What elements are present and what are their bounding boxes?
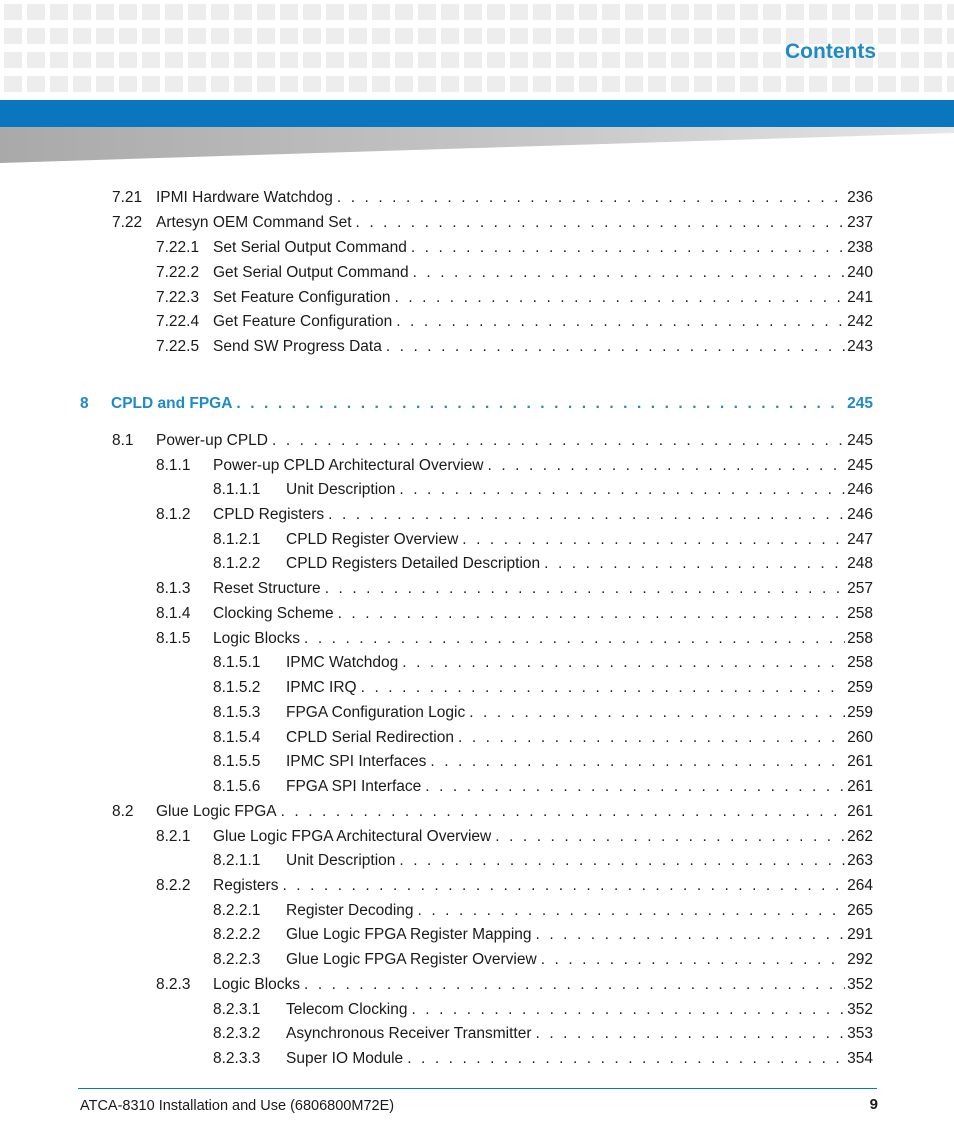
- toc-entry-page[interactable]: 352: [847, 976, 873, 993]
- toc-entry-title[interactable]: FPGA Configuration Logic: [286, 704, 466, 721]
- toc-entry-page[interactable]: 257: [847, 580, 873, 597]
- toc-dot-leader: [411, 1000, 845, 1020]
- toc-dot-leader: [458, 728, 845, 748]
- toc-entry[interactable]: [0, 950, 954, 970]
- toc-entry-page[interactable]: 237: [847, 214, 873, 231]
- toc-entry-page[interactable]: 263: [847, 852, 873, 869]
- toc-entry-title[interactable]: Glue Logic FPGA Architectural Overview: [213, 828, 492, 845]
- toc-entry-number: 7.22.3: [156, 289, 200, 306]
- toc-entry-title[interactable]: CPLD Register Overview: [286, 531, 459, 548]
- toc-entry[interactable]: [0, 1049, 954, 1069]
- toc-dot-leader: [411, 238, 845, 258]
- toc-entry-page[interactable]: 354: [847, 1050, 873, 1067]
- toc-dot-leader: [281, 802, 846, 822]
- toc-dot-leader: [413, 263, 846, 283]
- toc-entry-page[interactable]: 291: [847, 926, 873, 943]
- footer-page-number: 9: [869, 1096, 878, 1113]
- toc-entry-title[interactable]: Reset Structure: [213, 580, 321, 597]
- toc-entry-page[interactable]: 265: [847, 902, 873, 919]
- toc-entry[interactable]: [0, 263, 954, 283]
- toc-entry-title[interactable]: Clocking Scheme: [213, 605, 334, 622]
- toc-entry[interactable]: [0, 925, 954, 945]
- toc-dot-leader: [544, 554, 845, 574]
- toc-entry-page[interactable]: 352: [847, 1001, 873, 1018]
- toc-entry-title[interactable]: Get Feature Configuration: [213, 313, 393, 330]
- toc-entry[interactable]: [0, 728, 954, 748]
- toc-entry-number: 8.1.5.5: [213, 753, 261, 770]
- toc-entry-title[interactable]: Glue Logic FPGA Register Mapping: [286, 926, 532, 943]
- toc-entry-number: 8.2.3.1: [213, 1001, 261, 1018]
- toc-entry[interactable]: [0, 238, 954, 258]
- toc-dot-leader: [304, 975, 845, 995]
- toc-entry-title[interactable]: CPLD Registers: [213, 506, 325, 523]
- toc-entry-title[interactable]: Super IO Module: [286, 1050, 404, 1067]
- toc-entry-number: 8.2.1: [156, 828, 191, 845]
- toc-chapter-entry[interactable]: [0, 394, 954, 414]
- toc-dot-leader: [536, 1024, 846, 1044]
- toc-entry-number: 8.2.3.3: [213, 1050, 261, 1067]
- toc-entry-page[interactable]: 261: [847, 778, 873, 795]
- toc-entry[interactable]: [0, 337, 954, 357]
- toc-entry-title[interactable]: IPMC IRQ: [286, 679, 357, 696]
- toc-dot-leader: [386, 337, 845, 357]
- toc-entry-number: 7.22.5: [156, 338, 200, 355]
- toc-entry-title[interactable]: Set Serial Output Command: [213, 239, 407, 256]
- toc-entry[interactable]: [0, 431, 954, 451]
- toc-dot-leader: [402, 653, 845, 673]
- toc-entry[interactable]: [0, 703, 954, 723]
- toc-entry-title[interactable]: CPLD Serial Redirection: [286, 729, 454, 746]
- toc-entry-number: 8.2.2: [156, 877, 191, 894]
- toc-entry-title[interactable]: Glue Logic FPGA: [156, 803, 277, 820]
- toc-dot-leader: [541, 950, 845, 970]
- toc-dot-leader: [396, 312, 845, 332]
- toc-entry-title[interactable]: IPMC Watchdog: [286, 654, 399, 671]
- toc-entry-number: 8.1.5.4: [213, 729, 261, 746]
- toc-entry-page[interactable]: 292: [847, 951, 873, 968]
- toc-entry-number: 7.22.4: [156, 313, 200, 330]
- toc-entry-number: 8.1.5.2: [213, 679, 261, 696]
- toc-dot-leader: [272, 431, 845, 451]
- toc-entry-page[interactable]: 248: [847, 555, 873, 572]
- toc-dot-leader: [488, 456, 846, 476]
- toc-entry-title[interactable]: CPLD Registers Detailed Description: [286, 555, 541, 572]
- toc-entry-page[interactable]: 247: [847, 531, 873, 548]
- toc-entry-number: 8.1.2: [156, 506, 191, 523]
- toc-dot-leader: [462, 530, 845, 550]
- toc-entry-title[interactable]: Send SW Progress Data: [213, 338, 382, 355]
- toc-dot-leader: [338, 604, 846, 624]
- toc-entry-title[interactable]: Telecom Clocking: [286, 1001, 408, 1018]
- toc-entry[interactable]: [0, 213, 954, 233]
- toc-entry-page[interactable]: 259: [847, 704, 873, 721]
- toc-entry-page[interactable]: 246: [847, 506, 873, 523]
- toc-entry-number: 8.2: [112, 803, 134, 820]
- toc-entry-number: 8.1.2.1: [213, 531, 261, 548]
- toc-entry-number: 8.2.2.3: [213, 951, 261, 968]
- toc-dot-leader: [304, 629, 845, 649]
- toc-entry-page[interactable]: 241: [847, 289, 873, 306]
- toc-entry[interactable]: [0, 480, 954, 500]
- footer-document-title: ATCA-8310 Installation and Use (6806800M72E): [80, 1098, 395, 1114]
- toc-dot-leader: [325, 579, 845, 599]
- toc-entry-page[interactable]: 264: [847, 877, 873, 894]
- toc-entry[interactable]: [0, 288, 954, 308]
- toc-entry[interactable]: [0, 752, 954, 772]
- toc-entry[interactable]: [0, 653, 954, 673]
- toc-entry-page[interactable]: 353: [847, 1025, 873, 1042]
- header-gray-wedge: [0, 127, 954, 163]
- toc-entry-page[interactable]: 258: [847, 605, 873, 622]
- toc-entry-title[interactable]: Set Feature Configuration: [213, 289, 391, 306]
- toc-entry-page[interactable]: 245: [847, 432, 873, 449]
- toc-entry-number: 8.1.5.3: [213, 704, 261, 721]
- toc-entry-number: 7.22: [112, 214, 143, 231]
- toc-entry-page[interactable]: 261: [847, 753, 873, 770]
- toc-dot-leader: [399, 480, 845, 500]
- toc-entry-title[interactable]: Logic Blocks: [213, 976, 301, 993]
- toc-entry-page[interactable]: 242: [847, 313, 873, 330]
- toc-entry-page[interactable]: 245: [847, 395, 873, 412]
- footer-rule: [78, 1088, 877, 1089]
- toc-dot-leader: [356, 213, 846, 233]
- toc-entry-title[interactable]: CPLD and FPGA: [111, 395, 233, 412]
- toc-entry-number: 8.1.1: [156, 457, 191, 474]
- toc-entry[interactable]: [0, 505, 954, 525]
- toc-entry-title[interactable]: Power-up CPLD: [156, 432, 268, 449]
- toc-entry-number: 8.2.2.2: [213, 926, 261, 943]
- toc-entry-number: 8.2.2.1: [213, 902, 261, 919]
- toc-entry[interactable]: [0, 901, 954, 921]
- toc-entry[interactable]: [0, 802, 954, 822]
- toc-dot-leader: [418, 901, 846, 921]
- toc-dot-leader: [536, 925, 846, 945]
- toc-entry-number: 8.1.5.1: [213, 654, 261, 671]
- toc-entry[interactable]: [0, 312, 954, 332]
- toc-entry-page[interactable]: 243: [847, 338, 873, 355]
- toc-entry-page[interactable]: 238: [847, 239, 873, 256]
- toc-entry[interactable]: [0, 975, 954, 995]
- toc-entry[interactable]: [0, 530, 954, 550]
- toc-entry-page[interactable]: 259: [847, 679, 873, 696]
- header-blue-band: [0, 100, 954, 127]
- toc-entry-number: 8.1.2.2: [213, 555, 261, 572]
- toc-entry-number: 7.22.2: [156, 264, 200, 281]
- toc-entry[interactable]: [0, 827, 954, 847]
- toc-entry-number: 7.22.1: [156, 239, 200, 256]
- toc-entry[interactable]: [0, 554, 954, 574]
- toc-entry-title[interactable]: Asynchronous Receiver Transmitter: [286, 1025, 532, 1042]
- toc-entry-title[interactable]: Power-up CPLD Architectural Overview: [213, 457, 484, 474]
- toc-entry-number: 8: [80, 395, 89, 412]
- toc-entry-title[interactable]: FPGA SPI Interface: [286, 778, 422, 795]
- toc-entry-number: 8.2.1.1: [213, 852, 261, 869]
- toc-entry-title[interactable]: Glue Logic FPGA Register Overview: [286, 951, 537, 968]
- toc-entry-number: 8.1.5: [156, 630, 191, 647]
- toc-dot-leader: [430, 752, 845, 772]
- toc-entry[interactable]: [0, 629, 954, 649]
- toc-entry-number: 8.1.4: [156, 605, 191, 622]
- toc-entry-number: 8.2.3.2: [213, 1025, 261, 1042]
- toc-entry-page[interactable]: 246: [847, 481, 873, 498]
- toc-dot-leader: [425, 777, 845, 797]
- toc-entry-page[interactable]: 240: [847, 264, 873, 281]
- toc-entry-page[interactable]: 258: [847, 630, 873, 647]
- toc-entry[interactable]: [0, 777, 954, 797]
- toc-entry-title[interactable]: Logic Blocks: [213, 630, 301, 647]
- toc-entry-title[interactable]: Artesyn OEM Command Set: [156, 214, 352, 231]
- toc-dot-leader: [407, 1049, 845, 1069]
- toc-entry[interactable]: [0, 579, 954, 599]
- toc-entry-number: 8.1.3: [156, 580, 191, 597]
- toc-entry-title[interactable]: Registers: [213, 877, 279, 894]
- toc-entry-page[interactable]: 261: [847, 803, 873, 820]
- toc-entry-page[interactable]: 262: [847, 828, 873, 845]
- toc-entry[interactable]: [0, 188, 954, 208]
- toc-dot-leader: [495, 827, 845, 847]
- toc-dot-leader: [469, 703, 845, 723]
- toc-entry[interactable]: [0, 1000, 954, 1020]
- page-title: Contents: [785, 40, 876, 63]
- toc-dot-leader: [337, 188, 845, 208]
- toc-dot-leader: [282, 876, 845, 896]
- toc-entry-page[interactable]: 258: [847, 654, 873, 671]
- toc-entry-number: 8.1: [112, 432, 134, 449]
- toc-entry-title[interactable]: Get Serial Output Command: [213, 264, 409, 281]
- toc-entry[interactable]: [0, 604, 954, 624]
- toc-entry-number: 8.1.5.6: [213, 778, 261, 795]
- toc-entry[interactable]: [0, 851, 954, 871]
- toc-entry-page[interactable]: 236: [847, 189, 873, 206]
- toc-dot-leader: [361, 678, 846, 698]
- toc-entry-title[interactable]: Unit Description: [286, 852, 396, 869]
- toc-entry-title[interactable]: Register Decoding: [286, 902, 414, 919]
- toc-entry-number: 8.1.1.1: [213, 481, 261, 498]
- toc-dot-leader: [236, 394, 845, 414]
- toc-entry-number: 8.2.3: [156, 976, 191, 993]
- toc-entry[interactable]: [0, 678, 954, 698]
- toc-entry-page[interactable]: 260: [847, 729, 873, 746]
- toc-entry[interactable]: [0, 1024, 954, 1044]
- toc-entry[interactable]: [0, 456, 954, 476]
- toc-dot-leader: [399, 851, 845, 871]
- toc-dot-leader: [395, 288, 846, 308]
- toc-entry[interactable]: [0, 876, 954, 896]
- toc-entry-title[interactable]: Unit Description: [286, 481, 396, 498]
- toc-dot-leader: [328, 505, 845, 525]
- toc-entry-page[interactable]: 245: [847, 457, 873, 474]
- toc-entry-title[interactable]: IPMC SPI Interfaces: [286, 753, 427, 770]
- toc-entry-number: 7.21: [112, 189, 143, 206]
- toc-entry-title[interactable]: IPMI Hardware Watchdog: [156, 189, 333, 206]
